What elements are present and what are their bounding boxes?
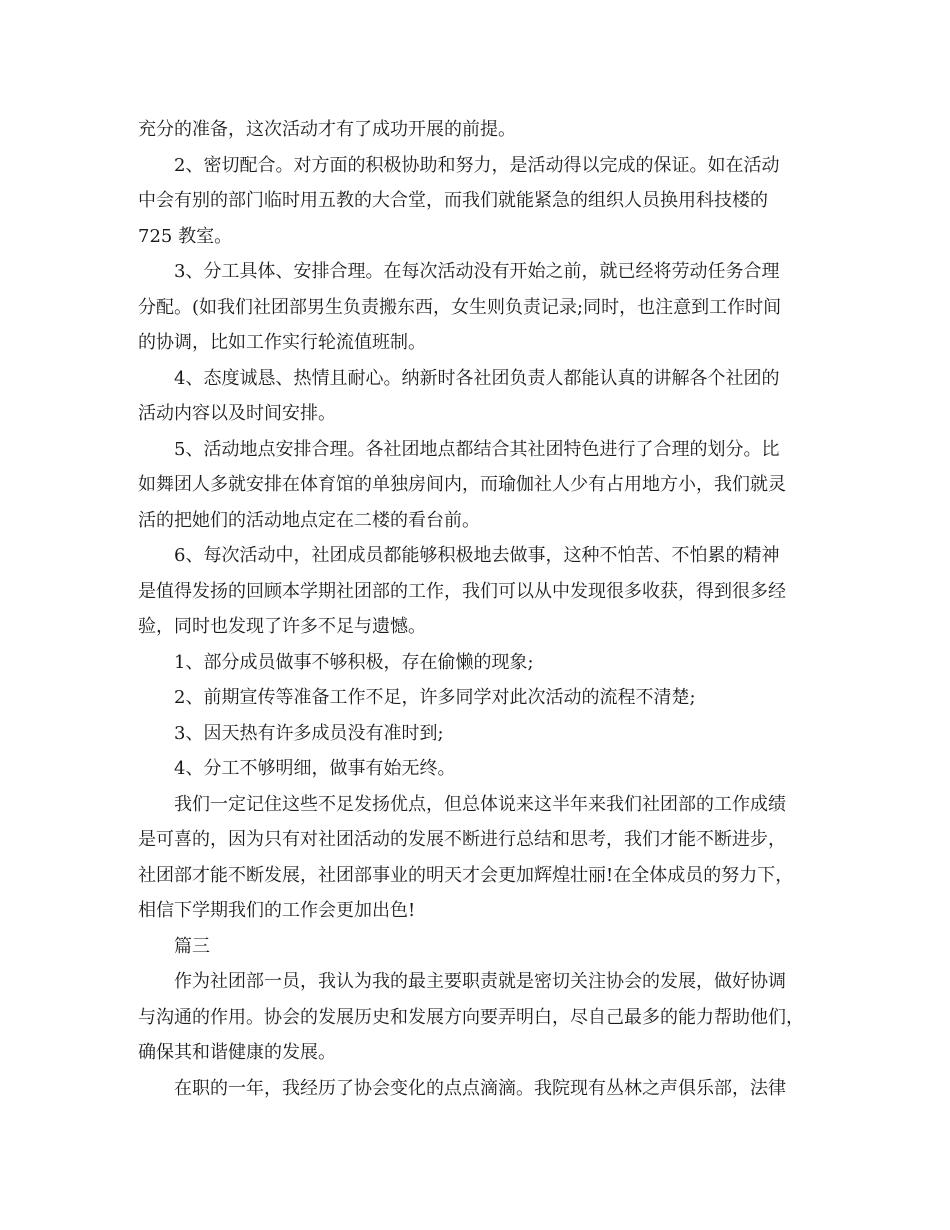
- text-line: 分配。(如我们社团部男生负责搬东西，女生则负责记录;同时，也注意到工作时间: [138, 296, 782, 318]
- text-line: 验，同时也发现了许多不足与遗憾。: [138, 616, 426, 637]
- text-line: 725 教室。: [138, 225, 233, 247]
- text-line: 充分的准备，这次活动才有了成功开展的前提。: [138, 119, 516, 140]
- text-line: 社团部才能不断发展，社团部事业的明天才会更加辉煌壮丽!在全体成员的努力下，: [138, 864, 794, 886]
- text-line: 2、前期宣传等准备工作不足，许多同学对此次活动的流程不清楚;: [174, 687, 696, 708]
- text-line: 相信下学期我们的工作会更加出色!: [138, 900, 416, 921]
- text-line: 如舞团人多就安排在体育馆的单独房间内，而瑜伽社人少有占用地方小，我们就灵: [138, 474, 786, 495]
- text-line: 3、分工具体、安排合理。在每次活动没有开始之前，就已经将劳动任务合理: [174, 261, 780, 282]
- text-line: 活的把她们的活动地点定在二楼的看台前。: [138, 509, 480, 531]
- text-line: 我们一定记住这些不足发扬优点，但总体说来这半年来我们社团部的工作成绩: [174, 793, 786, 815]
- text-line: 的协调，比如工作实行轮流值班制。: [138, 332, 426, 353]
- document-body-text: [138, 112, 828, 1106]
- text-line: 4、分工不够明细，做事有始无终。: [174, 758, 456, 779]
- text-line: 活动内容以及时间安排。: [138, 403, 336, 424]
- text-line: 是可喜的，因为只有对社团活动的发展不断进行总结和思考，我们才能不断进步，: [138, 829, 786, 850]
- text-line: 3、因天热有许多成员没有准时到;: [174, 722, 444, 744]
- text-line: 是值得发扬的回顾本学期社团部的工作，我们可以从中发现很多收获，得到很多经: [138, 580, 786, 602]
- text-line: 篇三: [174, 935, 210, 957]
- text-line: 在职的一年，我经历了协会变化的点点滴滴。我院现有丛林之声俱乐部，法律: [174, 1077, 786, 1099]
- text-line: 作为社团部一员，我认为我的最主要职责就是密切关注协会的发展，做好协调: [174, 971, 786, 992]
- text-line: 6、每次活动中，社团成员都能够积极地去做事，这种不怕苦、不怕累的精神: [174, 545, 780, 566]
- text-line: 1、部分成员做事不够积极，存在偷懒的现象;: [174, 651, 534, 673]
- text-line: 5、活动地点安排合理。各社团地点都结合其社团特色进行了合理的划分。比: [174, 438, 780, 460]
- text-line: 中会有别的部门临时用五教的大合堂，而我们就能紧急的组织人员换用科技楼的: [138, 190, 768, 211]
- text-line: 2、密切配合。对方面的积极协助和努力，是活动得以完成的保证。如在活动: [174, 154, 780, 176]
- text-line: 与沟通的作用。协会的发展历史和发展方向要弄明白，尽自己最多的能力帮助他们，: [138, 1006, 804, 1028]
- text-line: 确保其和谐健康的发展。: [138, 1042, 336, 1063]
- text-line: 4、态度诚恳、热情且耐心。纳新时各社团负责人都能认真的讲解各个社团的: [174, 367, 780, 389]
